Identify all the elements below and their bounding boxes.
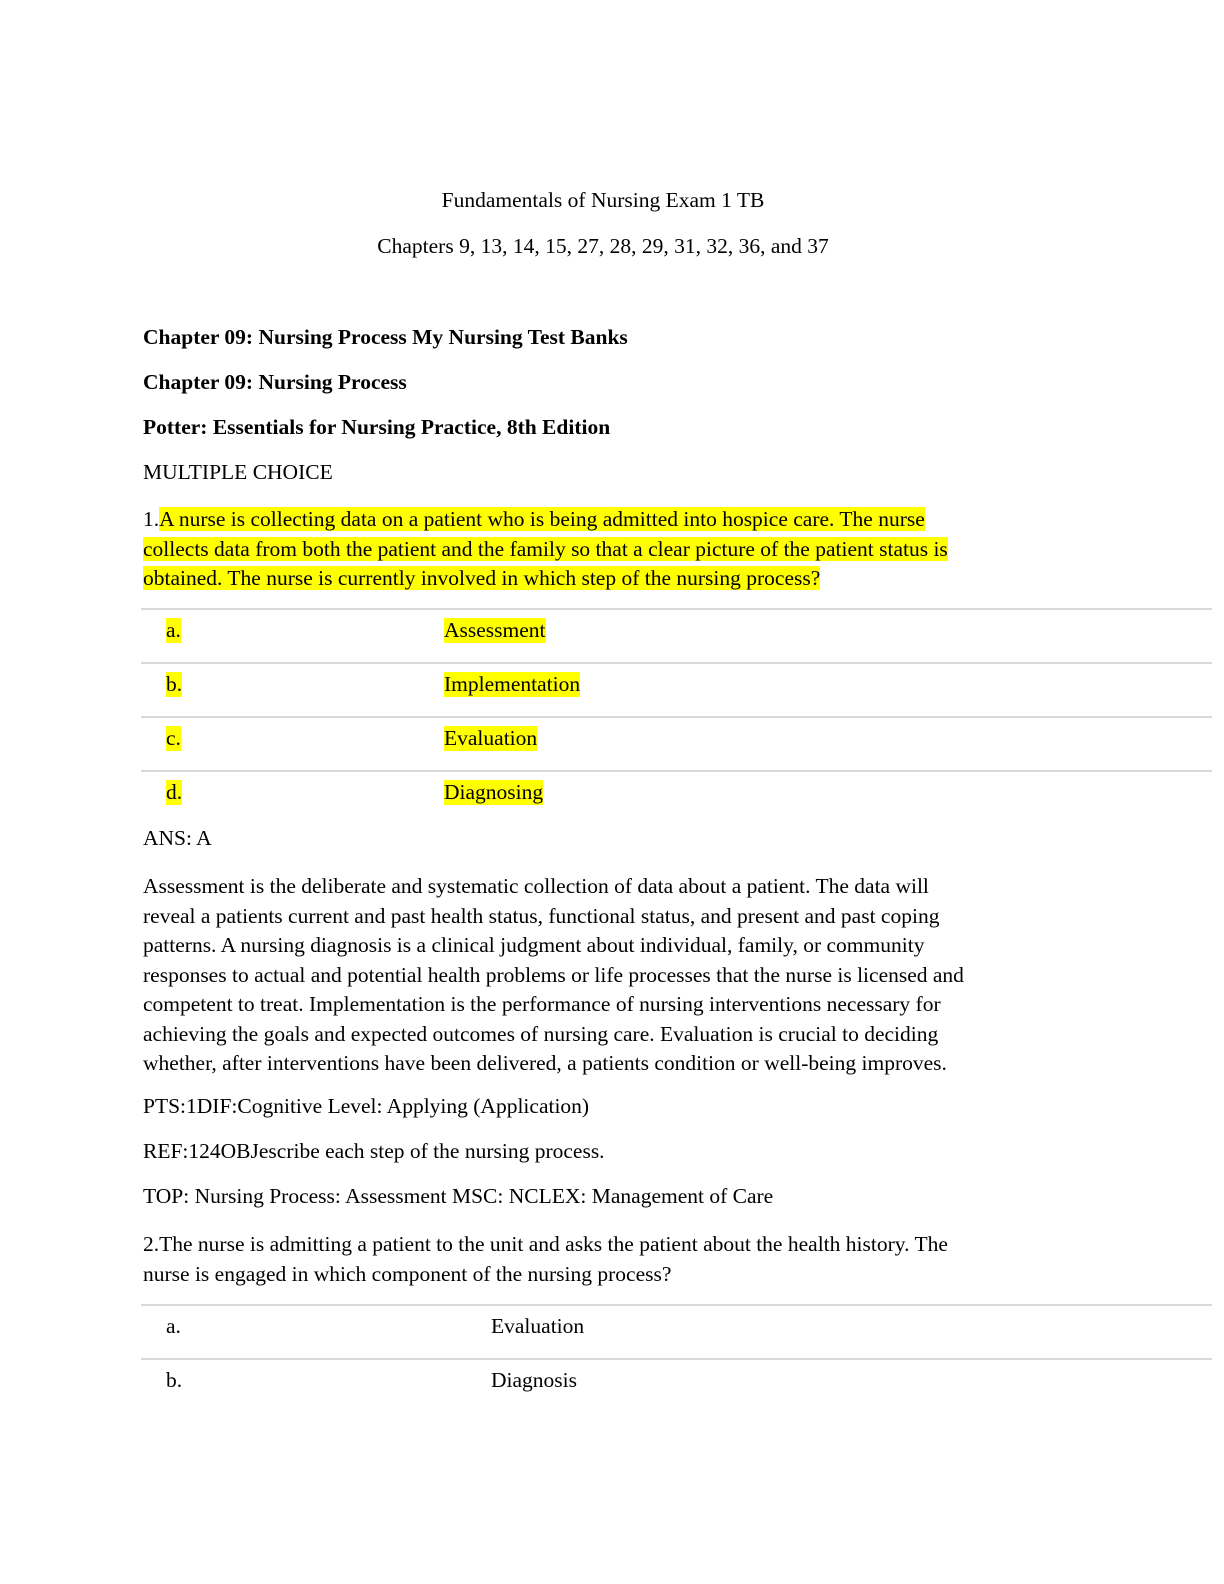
ref-line: REF:124OBJescribe each step of the nursing process. — [143, 1139, 605, 1163]
option-text: Diagnosing — [444, 780, 544, 804]
section-label: MULTIPLE CHOICE — [143, 460, 333, 484]
pts-line: PTS:1DIF:Cognitive Level: Applying (Application) — [143, 1094, 590, 1118]
highlighted-text: collects data from both the patient and the family so that a clear picture of the patient status is — [143, 536, 948, 561]
option-row — [141, 716, 1212, 770]
option-text: Implementation — [444, 672, 581, 696]
option-letter: a. — [166, 618, 181, 642]
option-row — [141, 1358, 1212, 1412]
option-text: Evaluation — [491, 1314, 585, 1338]
option-letter: b. — [166, 1368, 183, 1392]
question-text: The nurse is admitting a patient to the unit and asks the patient about the health history. The — [159, 1232, 948, 1256]
option-letter: a. — [166, 1314, 181, 1338]
question-2-options — [141, 1304, 1212, 1412]
question-stem-line — [143, 564, 1063, 594]
question-2-stem — [143, 1230, 1063, 1289]
option-row — [141, 662, 1212, 716]
question-1-stem — [143, 505, 1063, 594]
rationale-line: Assessment is the deliberate and systematic collection of data about a patient. The data will — [143, 874, 929, 898]
chapter-heading: Chapter 09: Nursing Process My Nursing Test Banks — [143, 325, 628, 349]
highlighted-text: A nurse is collecting data on a patient who is being admitted into hospice care. The nurse — [159, 507, 925, 531]
textbook-title: Potter: Essentials for Nursing Practice, 8th Edition — [143, 415, 611, 439]
question-1-options — [141, 608, 1212, 824]
rationale-line: achieving the goals and expected outcomes of nursing care. Evaluation is crucial to deciding — [143, 1021, 939, 1046]
option-text: Evaluation — [444, 726, 538, 750]
highlighted-text: obtained. The nurse is currently involved in which step of the nursing process? — [143, 566, 821, 590]
option-letter: c. — [166, 726, 181, 750]
question-stem-line — [143, 505, 1063, 535]
document-title: Fundamentals of Nursing Exam 1 TB — [441, 188, 765, 212]
rationale-line: competent to treat. Implementation is the performance of nursing interventions necessary for — [143, 992, 941, 1016]
option-row — [141, 770, 1212, 824]
rationale-line: responses to actual and potential health problems or life processes that the nurse is licensed and — [143, 962, 964, 987]
question-stem-line — [143, 1230, 1063, 1260]
option-row — [141, 1304, 1212, 1358]
chapter-title: Chapter 09: Nursing Process — [143, 370, 407, 394]
option-text: Assessment — [444, 618, 546, 642]
rationale-line: reveal a patients current and past health status, functional status, and present and past coping — [143, 903, 940, 928]
answer-line: ANS: A — [143, 826, 212, 850]
topic-line: TOP: Nursing Process: Assessment MSC: NCLEX: Management of Care — [143, 1184, 774, 1208]
question-stem-line — [143, 535, 1063, 565]
rationale-line: whether, after interventions have been delivered, a patients condition or well-being improves. — [143, 1051, 947, 1075]
question-stem-line: nurse is engaged in which component of the nursing process? — [143, 1261, 672, 1286]
option-letter: b. — [166, 672, 183, 696]
option-row — [141, 608, 1212, 662]
question-number: 2. — [143, 1232, 160, 1256]
document-subtitle: Chapters 9, 13, 14, 15, 27, 28, 29, 31, 32, 36, and 37 — [377, 234, 829, 258]
option-letter: d. — [166, 780, 183, 804]
rationale-line: patterns. A nursing diagnosis is a clinical judgment about individual, family, or community — [143, 933, 925, 957]
option-text: Diagnosis — [491, 1368, 577, 1392]
rationale-paragraph — [143, 872, 1063, 1079]
question-number: 1. — [143, 507, 160, 531]
